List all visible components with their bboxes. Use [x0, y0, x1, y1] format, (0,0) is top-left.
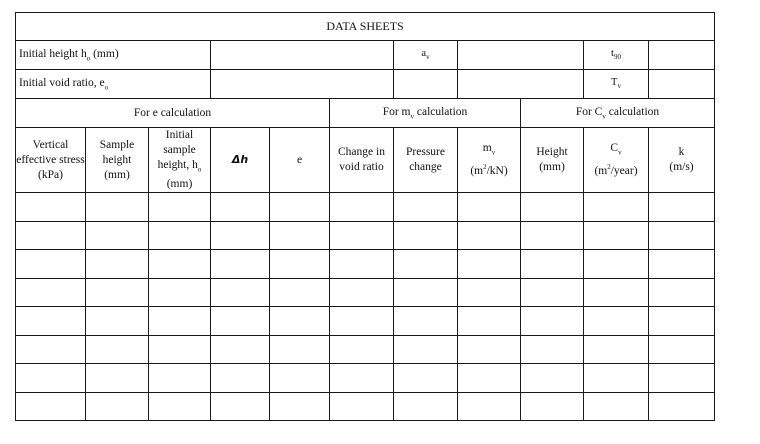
table-cell[interactable]	[394, 193, 458, 222]
table-row	[16, 221, 715, 250]
table-cell[interactable]	[270, 364, 330, 393]
initial-height-value[interactable]	[211, 41, 394, 70]
table-cell[interactable]	[521, 278, 584, 307]
col-change-void-ratio: Change in void ratio	[330, 128, 394, 193]
table-cell[interactable]	[649, 278, 715, 307]
table-cell[interactable]	[211, 193, 270, 222]
table-cell[interactable]	[394, 250, 458, 279]
table-cell[interactable]	[394, 335, 458, 364]
table-cell[interactable]	[330, 335, 394, 364]
table-cell[interactable]	[458, 278, 521, 307]
table-cell[interactable]	[86, 278, 149, 307]
t90-label: $t_{90}$	[584, 41, 649, 70]
table-cell[interactable]	[270, 392, 330, 421]
table-cell[interactable]	[270, 193, 330, 222]
table-cell[interactable]	[211, 335, 270, 364]
table-row	[16, 250, 715, 279]
table-cell[interactable]	[86, 250, 149, 279]
info-row-height	[16, 41, 715, 70]
table-cell[interactable]	[584, 335, 649, 364]
col-k: k (m/s)	[649, 128, 715, 193]
table-row	[16, 335, 715, 364]
table-cell[interactable]	[270, 307, 330, 336]
table-cell[interactable]	[394, 364, 458, 393]
table-cell[interactable]	[86, 364, 149, 393]
table-cell[interactable]	[394, 221, 458, 250]
tv-label: $T_v$	[584, 70, 649, 99]
table-cell[interactable]	[330, 364, 394, 393]
table-cell[interactable]	[458, 250, 521, 279]
table-cell[interactable]	[211, 307, 270, 336]
table-cell[interactable]	[584, 392, 649, 421]
table-cell[interactable]	[584, 193, 649, 222]
e-calculation-group: For e calculation	[16, 99, 330, 128]
table-cell[interactable]	[270, 278, 330, 307]
col-height: Height (mm)	[521, 128, 584, 193]
col-mv: $m_v$ $(m^2/kN)$	[458, 128, 521, 193]
table-row	[16, 193, 715, 222]
table-cell[interactable]	[211, 364, 270, 393]
table-cell[interactable]	[394, 307, 458, 336]
table-cell[interactable]	[211, 278, 270, 307]
table-cell[interactable]	[211, 392, 270, 421]
initial-height-label: Initial height $h_o$ (mm)	[16, 41, 211, 70]
table-cell[interactable]	[149, 250, 211, 279]
sheet-title: DATA SHEETS	[16, 13, 715, 41]
table-cell[interactable]	[86, 307, 149, 336]
table-cell[interactable]	[86, 193, 149, 222]
table-row	[16, 364, 715, 393]
blank-cell[interactable]	[394, 70, 458, 99]
table-cell[interactable]	[330, 392, 394, 421]
initial-void-ratio-value[interactable]	[211, 70, 394, 99]
group-header-row	[16, 99, 715, 128]
table-cell[interactable]	[458, 364, 521, 393]
table-cell[interactable]	[584, 250, 649, 279]
table-cell[interactable]	[330, 307, 394, 336]
data-sheet-table	[15, 12, 715, 421]
mv-calculation-group: For $m_v$ calculation	[330, 99, 521, 128]
table-cell[interactable]	[211, 221, 270, 250]
table-cell[interactable]	[270, 335, 330, 364]
col-initial-sample-height: Initial sample height, $h_o$ (mm)	[149, 128, 211, 193]
table-cell[interactable]	[330, 221, 394, 250]
table-cell[interactable]	[649, 392, 715, 421]
table-cell[interactable]	[458, 307, 521, 336]
table-cell[interactable]	[149, 335, 211, 364]
col-cv: $C_v$ $(m^2/year)$	[584, 128, 649, 193]
table-cell[interactable]	[16, 278, 86, 307]
table-cell[interactable]	[330, 193, 394, 222]
table-cell[interactable]	[16, 392, 86, 421]
table-cell[interactable]	[86, 392, 149, 421]
table-cell[interactable]	[521, 392, 584, 421]
table-cell[interactable]	[584, 307, 649, 336]
table-cell[interactable]	[649, 221, 715, 250]
table-cell[interactable]	[649, 193, 715, 222]
table-cell[interactable]	[330, 278, 394, 307]
col-pressure-change: Pressure change	[394, 128, 458, 193]
table-cell[interactable]	[394, 392, 458, 421]
table-cell[interactable]	[149, 307, 211, 336]
table-cell[interactable]	[521, 193, 584, 222]
table-cell[interactable]	[149, 278, 211, 307]
table-cell[interactable]	[521, 221, 584, 250]
col-sample-height: Sample height (mm)	[86, 128, 149, 193]
table-cell[interactable]	[394, 278, 458, 307]
table-cell[interactable]	[16, 364, 86, 393]
table-cell[interactable]	[458, 335, 521, 364]
table-cell[interactable]	[330, 250, 394, 279]
table-cell[interactable]	[584, 364, 649, 393]
table-cell[interactable]	[16, 193, 86, 222]
table-cell[interactable]	[86, 221, 149, 250]
table-cell[interactable]	[16, 335, 86, 364]
table-row	[16, 392, 715, 421]
t90-value[interactable]	[649, 41, 715, 70]
table-cell[interactable]	[149, 364, 211, 393]
tv-value[interactable]	[649, 70, 715, 99]
table-cell[interactable]	[521, 307, 584, 336]
blank-cell[interactable]	[458, 70, 584, 99]
table-cell[interactable]	[649, 364, 715, 393]
initial-void-ratio-label: Initial void ratio, $e_o$	[16, 70, 211, 99]
table-cell[interactable]	[649, 250, 715, 279]
table-cell[interactable]	[149, 193, 211, 222]
col-delta-h: Δh	[211, 128, 270, 193]
table-cell[interactable]	[584, 278, 649, 307]
col-vertical-stress: Vertical effective stress (kPa)	[16, 128, 86, 193]
av-value[interactable]	[458, 41, 584, 70]
info-row-void-ratio	[16, 70, 715, 99]
table-cell[interactable]	[270, 221, 330, 250]
table-cell[interactable]	[149, 392, 211, 421]
table-cell[interactable]	[270, 250, 330, 279]
table-cell[interactable]	[458, 392, 521, 421]
table-cell[interactable]	[521, 250, 584, 279]
table-cell[interactable]	[16, 250, 86, 279]
table-cell[interactable]	[649, 335, 715, 364]
table-row	[16, 307, 715, 336]
column-header-row	[16, 128, 715, 193]
table-cell[interactable]	[649, 307, 715, 336]
table-row	[16, 278, 715, 307]
table-cell[interactable]	[149, 221, 211, 250]
av-label: $a_v$	[394, 41, 458, 70]
table-cell[interactable]	[16, 221, 86, 250]
cv-calculation-group: For $C_v$ calculation	[521, 99, 715, 128]
table-cell[interactable]	[16, 307, 86, 336]
col-e: e	[270, 128, 330, 193]
data-rows	[16, 193, 715, 421]
table-cell[interactable]	[458, 221, 521, 250]
table-cell[interactable]	[521, 364, 584, 393]
table-cell[interactable]	[584, 221, 649, 250]
table-cell[interactable]	[458, 193, 521, 222]
table-cell[interactable]	[521, 335, 584, 364]
table-cell[interactable]	[211, 250, 270, 279]
table-cell[interactable]	[86, 335, 149, 364]
